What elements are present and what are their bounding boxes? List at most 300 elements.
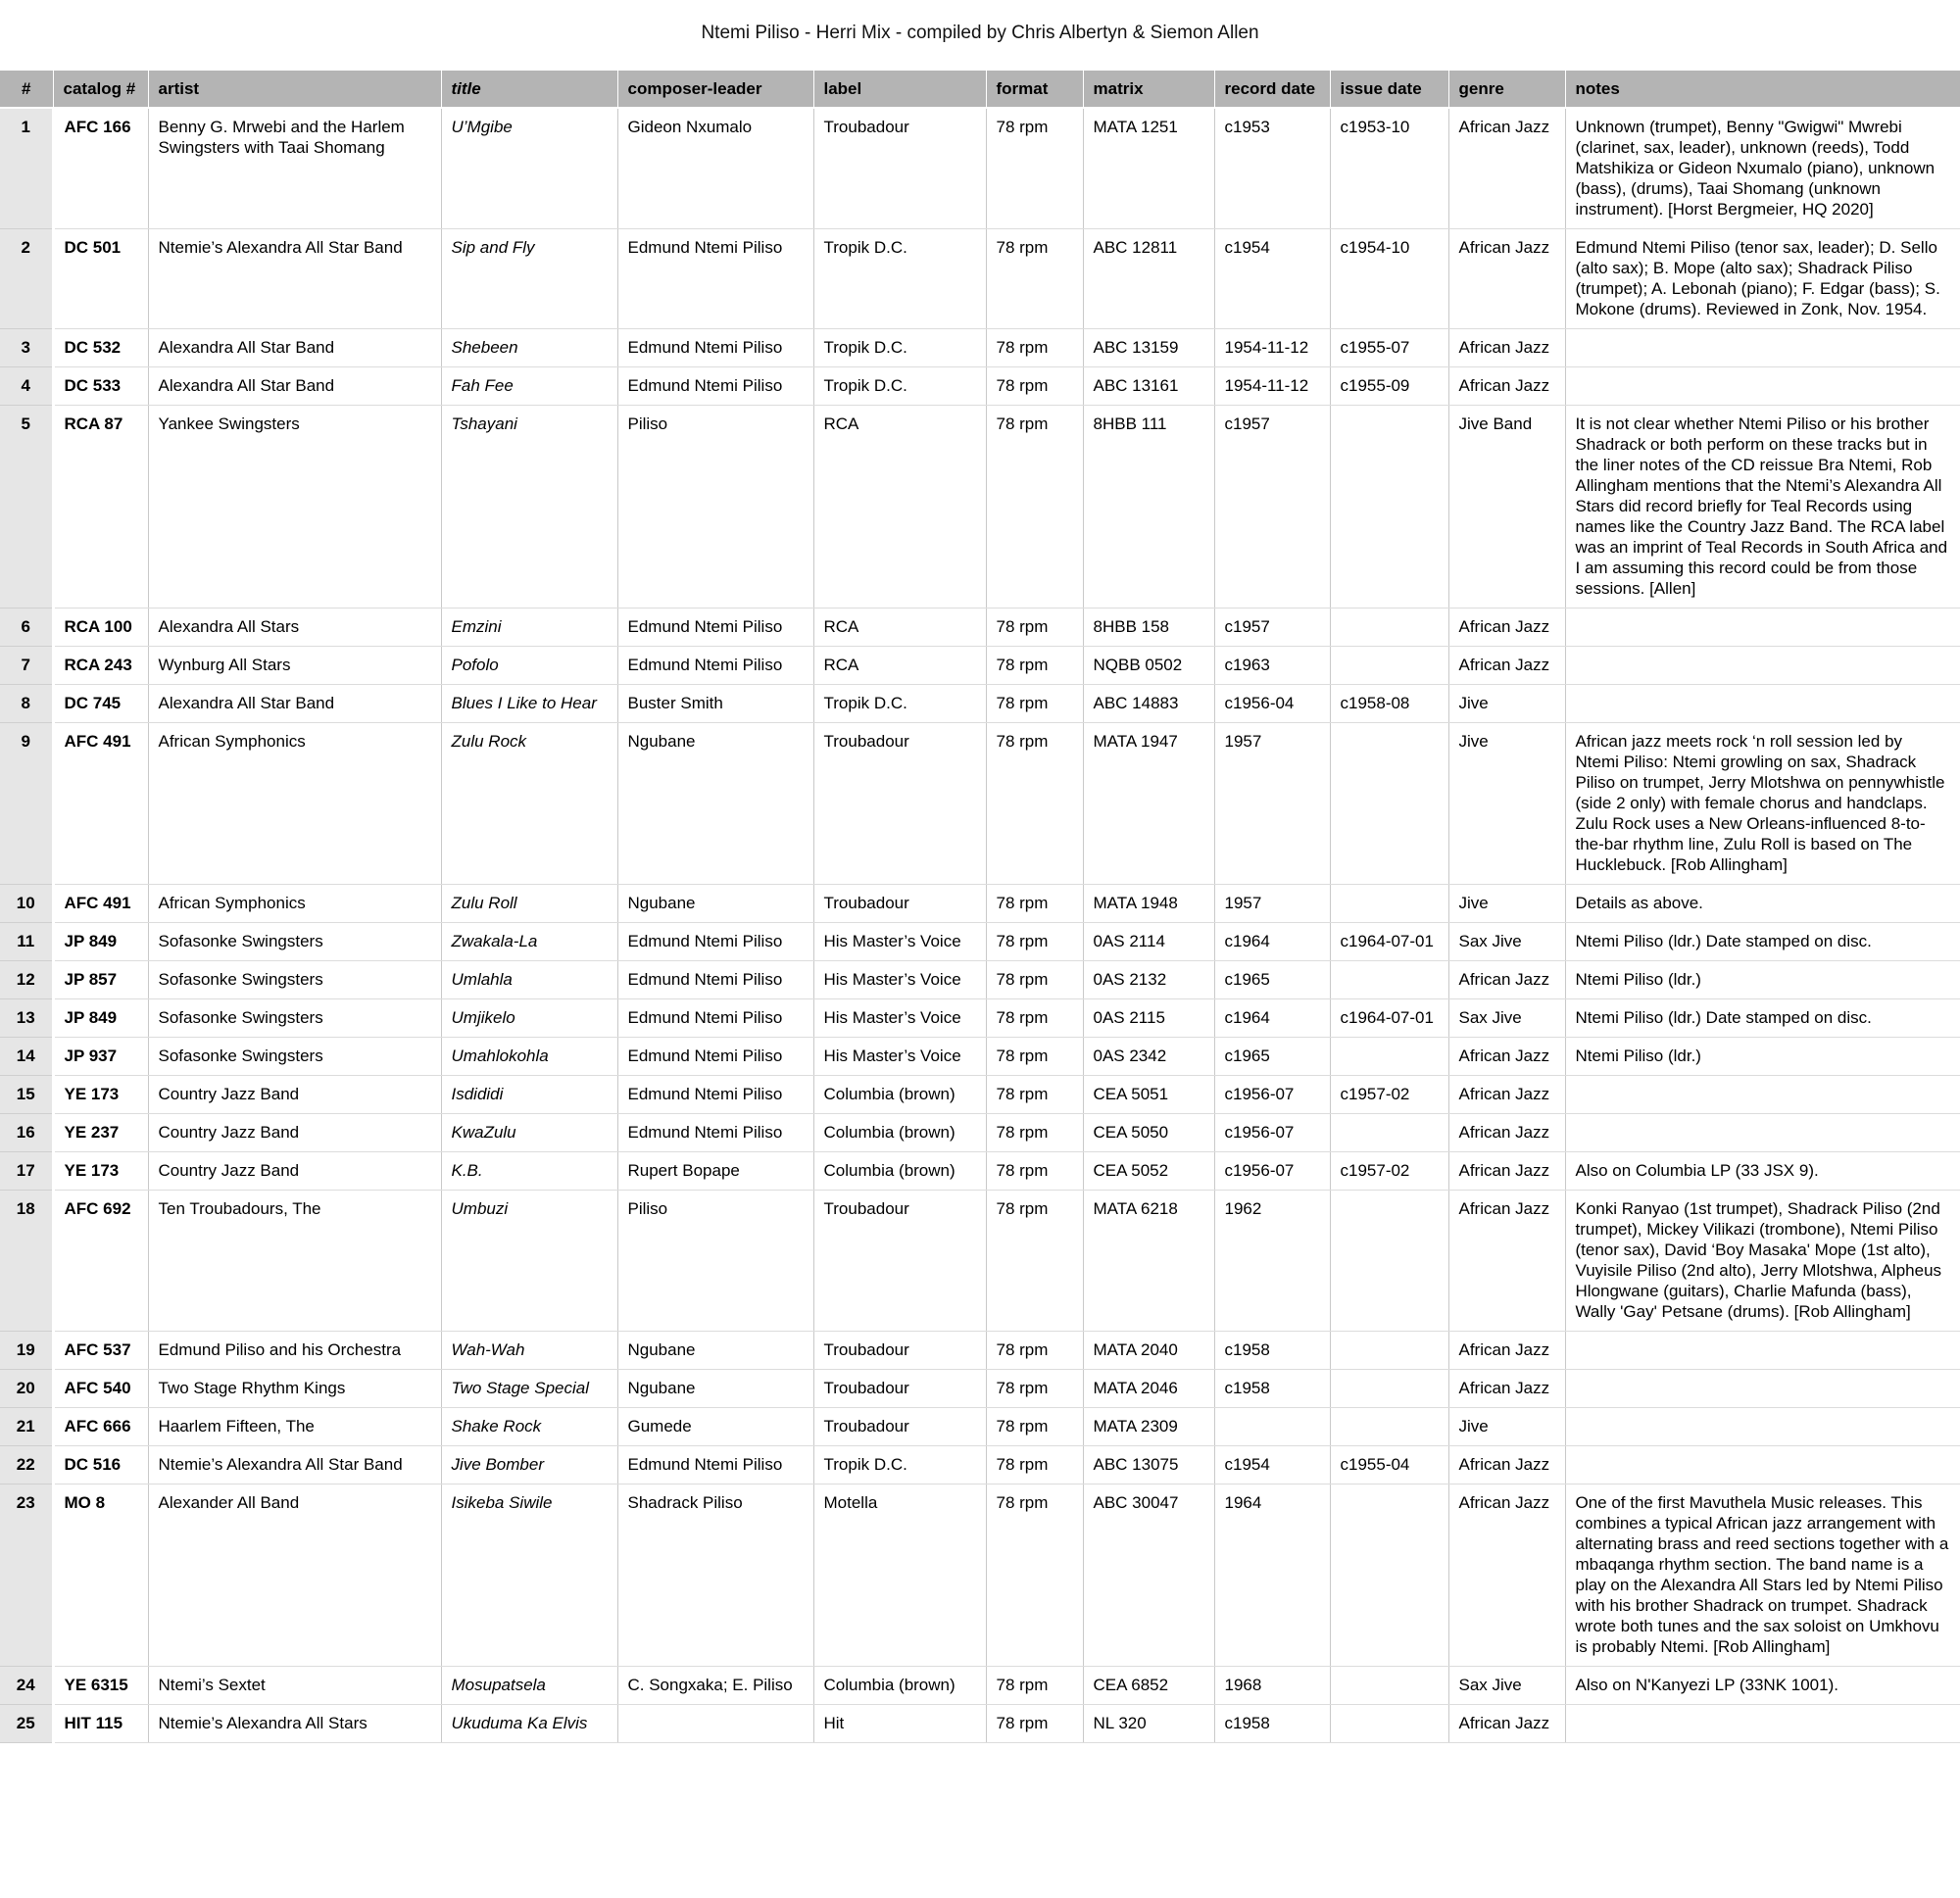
cell-label: Columbia (brown) <box>813 1667 986 1705</box>
cell-artist: Alexandra All Star Band <box>148 367 441 406</box>
cell-num: 2 <box>0 229 53 329</box>
cell-notes: Also on Columbia LP (33 JSX 9). <box>1565 1152 1960 1191</box>
cell-title: KwaZulu <box>441 1114 617 1152</box>
table-row <box>0 329 1960 367</box>
cell-composer: Edmund Ntemi Piliso <box>617 1076 813 1114</box>
cell-label: Troubadour <box>813 1191 986 1332</box>
cell-catalog: RCA 243 <box>53 647 148 685</box>
cell-label: Hit <box>813 1705 986 1743</box>
cell-composer: C. Songxaka; E. Piliso <box>617 1667 813 1705</box>
cell-title: Jive Bomber <box>441 1446 617 1484</box>
cell-num: 18 <box>0 1191 53 1332</box>
cell-format: 78 rpm <box>986 999 1083 1038</box>
cell-title: Isikeba Siwile <box>441 1484 617 1667</box>
cell-label: RCA <box>813 647 986 685</box>
cell-catalog: RCA 87 <box>53 406 148 608</box>
cell-genre: African Jazz <box>1448 1152 1565 1191</box>
cell-num: 6 <box>0 608 53 647</box>
cell-composer: Edmund Ntemi Piliso <box>617 923 813 961</box>
cell-genre: African Jazz <box>1448 1076 1565 1114</box>
cell-composer: Edmund Ntemi Piliso <box>617 1038 813 1076</box>
cell-issue <box>1330 608 1448 647</box>
cell-label: Troubadour <box>813 1332 986 1370</box>
discography-table <box>0 71 1960 1743</box>
cell-issue <box>1330 723 1448 885</box>
cell-label: His Master’s Voice <box>813 999 986 1038</box>
cell-artist: Ntemie’s Alexandra All Star Band <box>148 229 441 329</box>
cell-composer: Ngubane <box>617 1370 813 1408</box>
table-row <box>0 229 1960 329</box>
cell-issue <box>1330 1484 1448 1667</box>
cell-notes <box>1565 1370 1960 1408</box>
cell-num: 25 <box>0 1705 53 1743</box>
cell-artist: Yankee Swingsters <box>148 406 441 608</box>
cell-matrix: MATA 2040 <box>1083 1332 1214 1370</box>
cell-artist: Country Jazz Band <box>148 1076 441 1114</box>
cell-notes <box>1565 367 1960 406</box>
cell-notes <box>1565 1332 1960 1370</box>
cell-matrix: 0AS 2114 <box>1083 923 1214 961</box>
cell-matrix: MATA 1251 <box>1083 108 1214 229</box>
cell-matrix: ABC 13161 <box>1083 367 1214 406</box>
cell-catalog: JP 849 <box>53 999 148 1038</box>
cell-artist: Ntemi’s Sextet <box>148 1667 441 1705</box>
cell-label: Troubadour <box>813 723 986 885</box>
cell-issue: c1955-09 <box>1330 367 1448 406</box>
cell-genre: African Jazz <box>1448 608 1565 647</box>
cell-genre: African Jazz <box>1448 1484 1565 1667</box>
cell-issue <box>1330 1332 1448 1370</box>
cell-num: 24 <box>0 1667 53 1705</box>
cell-artist: Two Stage Rhythm Kings <box>148 1370 441 1408</box>
cell-format: 78 rpm <box>986 608 1083 647</box>
cell-genre: Jive <box>1448 885 1565 923</box>
cell-num: 4 <box>0 367 53 406</box>
cell-notes <box>1565 608 1960 647</box>
cell-num: 21 <box>0 1408 53 1446</box>
cell-issue: c1958-08 <box>1330 685 1448 723</box>
cell-num: 22 <box>0 1446 53 1484</box>
cell-artist: Ntemie’s Alexandra All Star Band <box>148 1446 441 1484</box>
cell-format: 78 rpm <box>986 1332 1083 1370</box>
cell-genre: Jive Band <box>1448 406 1565 608</box>
cell-record: c1956-07 <box>1214 1076 1330 1114</box>
cell-record: c1954 <box>1214 229 1330 329</box>
cell-composer: Piliso <box>617 406 813 608</box>
cell-format: 78 rpm <box>986 1446 1083 1484</box>
cell-title: Blues I Like to Hear <box>441 685 617 723</box>
cell-issue: c1957-02 <box>1330 1076 1448 1114</box>
cell-catalog: JP 849 <box>53 923 148 961</box>
cell-num: 1 <box>0 108 53 229</box>
cell-notes: One of the first Mavuthela Music releases. This combines a typical African jazz arrangement with alternating brass and reed sections together with a mbaqanga rhythm section. The band name is a play on the Alexandra All Stars led by Ntemi Piliso with his brother Shadrack on trumpet. Shadrack wrote both tunes and the sax soloist on Umkhovu is probably Ntemi. [Rob Allingham] <box>1565 1484 1960 1667</box>
cell-composer <box>617 1705 813 1743</box>
cell-format: 78 rpm <box>986 1076 1083 1114</box>
cell-notes: Also on N'Kanyezi LP (33NK 1001). <box>1565 1667 1960 1705</box>
cell-format: 78 rpm <box>986 1705 1083 1743</box>
table-row <box>0 1332 1960 1370</box>
cell-issue <box>1330 1667 1448 1705</box>
cell-label: Columbia (brown) <box>813 1076 986 1114</box>
cell-matrix: ABC 30047 <box>1083 1484 1214 1667</box>
cell-record: 1954-11-12 <box>1214 367 1330 406</box>
cell-issue <box>1330 1114 1448 1152</box>
cell-genre: Sax Jive <box>1448 999 1565 1038</box>
cell-catalog: AFC 166 <box>53 108 148 229</box>
table-row <box>0 923 1960 961</box>
cell-notes <box>1565 647 1960 685</box>
cell-composer: Edmund Ntemi Piliso <box>617 329 813 367</box>
cell-num: 8 <box>0 685 53 723</box>
cell-num: 20 <box>0 1370 53 1408</box>
cell-num: 12 <box>0 961 53 999</box>
table-row <box>0 1446 1960 1484</box>
cell-matrix: 0AS 2132 <box>1083 961 1214 999</box>
cell-title: Umlahla <box>441 961 617 999</box>
cell-genre: African Jazz <box>1448 647 1565 685</box>
cell-composer: Edmund Ntemi Piliso <box>617 229 813 329</box>
cell-composer: Ngubane <box>617 885 813 923</box>
table-row <box>0 1152 1960 1191</box>
cell-title: Zulu Rock <box>441 723 617 885</box>
cell-catalog: YE 173 <box>53 1076 148 1114</box>
cell-notes <box>1565 1446 1960 1484</box>
cell-title: Ukuduma Ka Elvis <box>441 1705 617 1743</box>
table-row <box>0 1114 1960 1152</box>
cell-label: Columbia (brown) <box>813 1114 986 1152</box>
cell-label: Troubadour <box>813 108 986 229</box>
cell-catalog: AFC 491 <box>53 723 148 885</box>
cell-label: Troubadour <box>813 1408 986 1446</box>
cell-num: 7 <box>0 647 53 685</box>
cell-record: c1957 <box>1214 608 1330 647</box>
cell-title: Zulu Roll <box>441 885 617 923</box>
cell-issue <box>1330 647 1448 685</box>
cell-matrix: MATA 1947 <box>1083 723 1214 885</box>
cell-record: c1956-07 <box>1214 1152 1330 1191</box>
cell-format: 78 rpm <box>986 923 1083 961</box>
cell-issue <box>1330 961 1448 999</box>
cell-artist: African Symphonics <box>148 885 441 923</box>
table-row <box>0 1667 1960 1705</box>
cell-genre: Sax Jive <box>1448 1667 1565 1705</box>
cell-label: His Master’s Voice <box>813 961 986 999</box>
cell-matrix: 8HBB 158 <box>1083 608 1214 647</box>
cell-title: Umahlokohla <box>441 1038 617 1076</box>
cell-catalog: DC 501 <box>53 229 148 329</box>
cell-matrix: ABC 13075 <box>1083 1446 1214 1484</box>
cell-issue <box>1330 406 1448 608</box>
column-header-issue: issue date <box>1330 71 1448 108</box>
cell-matrix: ABC 14883 <box>1083 685 1214 723</box>
cell-notes <box>1565 1076 1960 1114</box>
cell-genre: African Jazz <box>1448 1332 1565 1370</box>
cell-artist: Alexandra All Star Band <box>148 685 441 723</box>
cell-notes: It is not clear whether Ntemi Piliso or his brother Shadrack or both perform on these tracks but in the liner notes of the CD reissue Bra Ntemi, Rob Allingham mentions that the Ntemi’s Alexandra All Stars did record briefly for Teal Records using names like the Country Jazz Band. The RCA label was an imprint of Teal Records in South Africa and I am assuming this record could be from those sessions. [Allen] <box>1565 406 1960 608</box>
cell-composer: Gumede <box>617 1408 813 1446</box>
cell-catalog: YE 173 <box>53 1152 148 1191</box>
cell-composer: Edmund Ntemi Piliso <box>617 1114 813 1152</box>
column-header-title: title <box>441 71 617 108</box>
cell-title: Tshayani <box>441 406 617 608</box>
cell-notes: Unknown (trumpet), Benny "Gwigwi" Mwrebi (clarinet, sax, leader), unknown (reeds), Todd Matshikiza or Gideon Nxumalo (piano), unknown (bass), (drums), Taai Shomang (unknown instrument). [Horst Bergmeier, HQ 2020] <box>1565 108 1960 229</box>
cell-catalog: RCA 100 <box>53 608 148 647</box>
cell-record <box>1214 1408 1330 1446</box>
cell-format: 78 rpm <box>986 1484 1083 1667</box>
cell-matrix: CEA 6852 <box>1083 1667 1214 1705</box>
cell-genre: African Jazz <box>1448 961 1565 999</box>
cell-issue: c1955-07 <box>1330 329 1448 367</box>
cell-issue: c1955-04 <box>1330 1446 1448 1484</box>
column-header-artist: artist <box>148 71 441 108</box>
cell-format: 78 rpm <box>986 108 1083 229</box>
cell-label: Tropik D.C. <box>813 367 986 406</box>
cell-notes <box>1565 1705 1960 1743</box>
cell-genre: African Jazz <box>1448 108 1565 229</box>
cell-record: c1964 <box>1214 999 1330 1038</box>
column-header-catalog: catalog # <box>53 71 148 108</box>
cell-record: c1954 <box>1214 1446 1330 1484</box>
cell-num: 9 <box>0 723 53 885</box>
cell-label: Troubadour <box>813 885 986 923</box>
cell-record: c1965 <box>1214 961 1330 999</box>
cell-matrix: MATA 1948 <box>1083 885 1214 923</box>
cell-composer: Ngubane <box>617 723 813 885</box>
cell-catalog: DC 516 <box>53 1446 148 1484</box>
cell-format: 78 rpm <box>986 229 1083 329</box>
cell-title: Shebeen <box>441 329 617 367</box>
table-row <box>0 108 1960 229</box>
cell-notes: Konki Ranyao (1st trumpet), Shadrack Piliso (2nd trumpet), Mickey Vilikazi (trombone), Ntemi Piliso (tenor sax), David ‘Boy Masaka' Mope (1st alto), Vuyisile Piliso (2nd alto), Jerry Mlotshwa, Alpheus Hlongwane (guitars), Charlie Mafunda (bass), Wally 'Gay' Petsane (drums). [Rob Allingham] <box>1565 1191 1960 1332</box>
table-row <box>0 723 1960 885</box>
cell-record: c1958 <box>1214 1370 1330 1408</box>
cell-issue: c1964-07-01 <box>1330 923 1448 961</box>
cell-num: 23 <box>0 1484 53 1667</box>
cell-notes: African jazz meets rock ‘n roll session led by Ntemi Piliso: Ntemi growling on sax, Shadrack Piliso on trumpet, Jerry Mlotshwa on pennywhistle (side 2 only) with female chorus and handclaps. Zulu Rock uses a New Orleans-influenced 8-to-the-bar rhythm line, Zulu Roll is based on The Hucklebuck. [Rob Allingham] <box>1565 723 1960 885</box>
cell-num: 15 <box>0 1076 53 1114</box>
cell-num: 3 <box>0 329 53 367</box>
table-row <box>0 367 1960 406</box>
cell-catalog: DC 532 <box>53 329 148 367</box>
cell-catalog: JP 937 <box>53 1038 148 1076</box>
cell-catalog: YE 237 <box>53 1114 148 1152</box>
cell-num: 10 <box>0 885 53 923</box>
cell-matrix: ABC 12811 <box>1083 229 1214 329</box>
cell-genre: African Jazz <box>1448 1446 1565 1484</box>
cell-genre: Jive <box>1448 685 1565 723</box>
cell-issue: c1964-07-01 <box>1330 999 1448 1038</box>
table-row <box>0 685 1960 723</box>
cell-label: Tropik D.C. <box>813 1446 986 1484</box>
table-row <box>0 406 1960 608</box>
cell-artist: Alexander All Band <box>148 1484 441 1667</box>
table-row <box>0 1408 1960 1446</box>
cell-record: c1964 <box>1214 923 1330 961</box>
cell-record: c1956-04 <box>1214 685 1330 723</box>
cell-label: Troubadour <box>813 1370 986 1408</box>
cell-genre: African Jazz <box>1448 1191 1565 1332</box>
cell-num: 14 <box>0 1038 53 1076</box>
cell-genre: Jive <box>1448 1408 1565 1446</box>
cell-catalog: AFC 540 <box>53 1370 148 1408</box>
cell-label: Tropik D.C. <box>813 329 986 367</box>
cell-format: 78 rpm <box>986 885 1083 923</box>
cell-record: c1956-07 <box>1214 1114 1330 1152</box>
cell-catalog: AFC 692 <box>53 1191 148 1332</box>
cell-record: c1958 <box>1214 1332 1330 1370</box>
cell-issue: c1953-10 <box>1330 108 1448 229</box>
cell-artist: Country Jazz Band <box>148 1152 441 1191</box>
cell-artist: Wynburg All Stars <box>148 647 441 685</box>
cell-record: 1957 <box>1214 885 1330 923</box>
cell-format: 78 rpm <box>986 1191 1083 1332</box>
cell-matrix: 0AS 2342 <box>1083 1038 1214 1076</box>
cell-notes: Details as above. <box>1565 885 1960 923</box>
cell-matrix: NQBB 0502 <box>1083 647 1214 685</box>
column-header-label: label <box>813 71 986 108</box>
cell-genre: African Jazz <box>1448 1038 1565 1076</box>
cell-label: Tropik D.C. <box>813 685 986 723</box>
cell-record: c1957 <box>1214 406 1330 608</box>
table-row <box>0 999 1960 1038</box>
cell-composer: Buster Smith <box>617 685 813 723</box>
cell-matrix: NL 320 <box>1083 1705 1214 1743</box>
cell-genre: African Jazz <box>1448 1705 1565 1743</box>
cell-format: 78 rpm <box>986 367 1083 406</box>
column-header-format: format <box>986 71 1083 108</box>
cell-matrix: CEA 5051 <box>1083 1076 1214 1114</box>
cell-issue <box>1330 1191 1448 1332</box>
column-header-composer: composer-leader <box>617 71 813 108</box>
cell-genre: African Jazz <box>1448 1114 1565 1152</box>
table-row <box>0 1076 1960 1114</box>
cell-matrix: MATA 6218 <box>1083 1191 1214 1332</box>
cell-artist: African Symphonics <box>148 723 441 885</box>
cell-format: 78 rpm <box>986 1114 1083 1152</box>
cell-format: 78 rpm <box>986 961 1083 999</box>
cell-record: c1958 <box>1214 1705 1330 1743</box>
cell-matrix: ABC 13159 <box>1083 329 1214 367</box>
cell-num: 11 <box>0 923 53 961</box>
cell-title: Shake Rock <box>441 1408 617 1446</box>
cell-artist: Edmund Piliso and his Orchestra <box>148 1332 441 1370</box>
cell-artist: Ten Troubadours, The <box>148 1191 441 1332</box>
cell-artist: Ntemie’s Alexandra All Stars <box>148 1705 441 1743</box>
cell-format: 78 rpm <box>986 685 1083 723</box>
cell-record: c1953 <box>1214 108 1330 229</box>
cell-artist: Sofasonke Swingsters <box>148 961 441 999</box>
cell-title: Mosupatsela <box>441 1667 617 1705</box>
cell-catalog: DC 745 <box>53 685 148 723</box>
column-header-num: # <box>0 71 53 108</box>
table-row <box>0 961 1960 999</box>
cell-title: Isdididi <box>441 1076 617 1114</box>
cell-title: Zwakala-La <box>441 923 617 961</box>
cell-matrix: CEA 5052 <box>1083 1152 1214 1191</box>
cell-artist: Sofasonke Swingsters <box>148 999 441 1038</box>
cell-artist: Sofasonke Swingsters <box>148 923 441 961</box>
cell-issue <box>1330 885 1448 923</box>
cell-format: 78 rpm <box>986 329 1083 367</box>
cell-matrix: MATA 2309 <box>1083 1408 1214 1446</box>
cell-title: Wah-Wah <box>441 1332 617 1370</box>
cell-notes <box>1565 329 1960 367</box>
cell-title: Pofolo <box>441 647 617 685</box>
cell-genre: African Jazz <box>1448 367 1565 406</box>
cell-title: U’Mgibe <box>441 108 617 229</box>
cell-title: Fah Fee <box>441 367 617 406</box>
cell-format: 78 rpm <box>986 1667 1083 1705</box>
cell-num: 19 <box>0 1332 53 1370</box>
cell-artist: Haarlem Fifteen, The <box>148 1408 441 1446</box>
cell-artist: Sofasonke Swingsters <box>148 1038 441 1076</box>
cell-format: 78 rpm <box>986 1370 1083 1408</box>
cell-issue: c1954-10 <box>1330 229 1448 329</box>
table-row <box>0 1705 1960 1743</box>
cell-record: 1962 <box>1214 1191 1330 1332</box>
cell-num: 16 <box>0 1114 53 1152</box>
cell-matrix: MATA 2046 <box>1083 1370 1214 1408</box>
cell-composer: Edmund Ntemi Piliso <box>617 961 813 999</box>
table-row <box>0 1370 1960 1408</box>
cell-format: 78 rpm <box>986 1152 1083 1191</box>
cell-composer: Gideon Nxumalo <box>617 108 813 229</box>
column-header-genre: genre <box>1448 71 1565 108</box>
cell-genre: African Jazz <box>1448 329 1565 367</box>
cell-catalog: MO 8 <box>53 1484 148 1667</box>
cell-title: K.B. <box>441 1152 617 1191</box>
cell-composer: Edmund Ntemi Piliso <box>617 999 813 1038</box>
cell-issue <box>1330 1038 1448 1076</box>
cell-issue <box>1330 1408 1448 1446</box>
cell-catalog: AFC 666 <box>53 1408 148 1446</box>
cell-artist: Alexandra All Stars <box>148 608 441 647</box>
cell-record: 1964 <box>1214 1484 1330 1667</box>
column-header-record: record date <box>1214 71 1330 108</box>
cell-title: Umbuzi <box>441 1191 617 1332</box>
cell-record: c1963 <box>1214 647 1330 685</box>
cell-matrix: 0AS 2115 <box>1083 999 1214 1038</box>
cell-title: Emzini <box>441 608 617 647</box>
cell-format: 78 rpm <box>986 1408 1083 1446</box>
cell-record: 1968 <box>1214 1667 1330 1705</box>
cell-artist: Country Jazz Band <box>148 1114 441 1152</box>
cell-title: Two Stage Special <box>441 1370 617 1408</box>
cell-composer: Piliso <box>617 1191 813 1332</box>
cell-label: Motella <box>813 1484 986 1667</box>
cell-catalog: HIT 115 <box>53 1705 148 1743</box>
cell-notes: Ntemi Piliso (ldr.) <box>1565 1038 1960 1076</box>
cell-composer: Rupert Bopape <box>617 1152 813 1191</box>
table-row <box>0 1191 1960 1332</box>
table-row <box>0 608 1960 647</box>
column-header-matrix: matrix <box>1083 71 1214 108</box>
cell-num: 17 <box>0 1152 53 1191</box>
cell-format: 78 rpm <box>986 406 1083 608</box>
cell-notes <box>1565 1408 1960 1446</box>
cell-label: RCA <box>813 608 986 647</box>
column-header-notes: notes <box>1565 71 1960 108</box>
cell-composer: Edmund Ntemi Piliso <box>617 367 813 406</box>
cell-issue <box>1330 1370 1448 1408</box>
table-row <box>0 885 1960 923</box>
cell-matrix: 8HBB 111 <box>1083 406 1214 608</box>
cell-record: 1957 <box>1214 723 1330 885</box>
cell-format: 78 rpm <box>986 647 1083 685</box>
cell-composer: Shadrack Piliso <box>617 1484 813 1667</box>
cell-num: 5 <box>0 406 53 608</box>
cell-catalog: DC 533 <box>53 367 148 406</box>
